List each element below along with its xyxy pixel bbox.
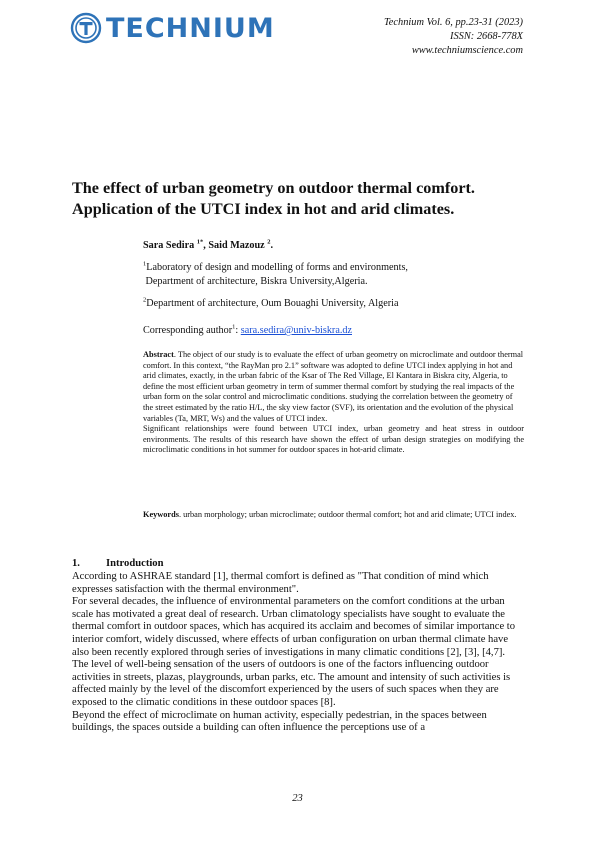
- journal-website[interactable]: www.techniumscience.com: [411, 45, 523, 56]
- affiliation-text: Laboratory of design and modelling of forms and environments,: [146, 262, 408, 273]
- abstract-label: Abstract: [143, 350, 174, 359]
- technium-logo-icon: [70, 12, 102, 44]
- abstract-paragraph: [143, 350, 524, 424]
- section-body: [72, 571, 524, 735]
- affiliation-text: Department of architecture, Oum Bouaghi University, Algeria: [146, 298, 399, 309]
- author-affiliation-mark: 2: [267, 238, 271, 246]
- author-affiliation-mark: 1*: [196, 238, 204, 246]
- corresponding-author: [143, 325, 352, 336]
- corresponding-email-link[interactable]: sara.sedira@univ-biskra.dz: [240, 325, 352, 336]
- affiliation-1: [143, 261, 408, 289]
- section-title: Introduction: [106, 558, 164, 569]
- affiliation-mark: 1: [143, 260, 147, 268]
- affiliation-2: [143, 297, 399, 311]
- corresponding-mark: 1: [232, 323, 236, 331]
- affiliation-text: Department of architecture, Biskra University,Algeria.: [145, 276, 368, 287]
- author-separator: ,: [203, 240, 209, 251]
- corresponding-colon: :: [235, 325, 241, 336]
- title-line-1: The effect of urban geometry on outdoor thermal comfort.: [72, 179, 475, 197]
- journal-volume-line: Technium Vol. 6, pp.23-31 (2023): [383, 17, 523, 28]
- keywords-label: Keywords: [143, 510, 179, 519]
- logo-wordmark: TECHNIUM: [106, 12, 275, 44]
- author-list-end: .: [270, 240, 274, 251]
- paper-title: [72, 178, 532, 220]
- keywords-block: [143, 510, 524, 521]
- author-name: Said Mazouz: [208, 240, 265, 251]
- author-name: Sara Sedira: [143, 240, 195, 251]
- journal-issn: ISSN: 2668-778X: [449, 31, 523, 42]
- abstract-paragraph: Significant relationships were found between UTCI index, urban geometry and heat stress in outdoor environments. The results of this research have shown the effect of urban design strategies on modifying the microclimatic conditions in hot summer for outdoor spaces in hot-arid climate.: [143, 424, 524, 455]
- abstract-block: [143, 350, 524, 456]
- body-paragraph: The level of well-being sensation of the users of outdoors is one of the factors influencing outdoor activities in streets, plazas, playgrounds, urban parks, etc. The amount and intensity of such activities is affected mainly by the level of the discomfort experienced by the users of such spaces when they are exposed to the climatic conditions in these outdoor spaces [8].: [72, 659, 511, 708]
- corresponding-label: Corresponding author: [143, 325, 233, 336]
- author-list: [143, 240, 273, 251]
- body-paragraph: According to ASHRAE standard [1], thermal comfort is defined as "That condition of mind which expresses satisfaction with the thermal environment".: [72, 571, 489, 595]
- keywords-text: . urban morphology; urban microclimate; outdoor thermal comfort; hot and arid climate; UTCI index.: [178, 510, 517, 519]
- body-paragraph: Beyond the effect of microclimate on human activity, especially pedestrian, in the spaces between buildings, the spaces outside a building can often influence the perceptions use of a: [72, 709, 487, 734]
- journal-info: [384, 16, 523, 58]
- abstract-text: . The object of our study is to evaluate the effect of urban geometry on microclimate and outdoor thermal comfort. In this context, “the RayMan pro 2.1” software was adopted to define UTCI index applying in hot and arid climates, exactly, in the urban fabric of the Ksar of The Red Village, El Kantara in Biskra city, Algeria, to define the most efficient urban geometry in term of summer thermal comfort by studying the real impacts of the urban form on the solar control and microclimatic conditions. studying the correlation between the geometry of the street estimated by the ratio H/L, the sky view factor (SVF), its orientation and the evolution of the physical variables (Ta, MRT, Ws) and the values of UTCI index.: [143, 350, 524, 423]
- section-number: 1.: [72, 558, 80, 569]
- section-heading: [72, 558, 164, 569]
- body-paragraph: For several decades, the influence of environmental parameters on the comfort conditions at the urban scale has motivated a great deal of research. Urban climatology specialists have sought to evaluate the thermal comfort in outdoor spaces, which has acquired its acclaim and becomes of similar importance to interior comfort, widely discussed, where effects of urban configuration on urban thermal climate have also been recently explored through series of investigations in many climatic conditions [2], [3], [4,7].: [72, 596, 516, 658]
- affiliation-mark: 2: [143, 296, 147, 304]
- title-line-2: Application of the UTCI index in hot and arid climates.: [72, 200, 455, 218]
- journal-logo: [70, 11, 275, 45]
- page-number: 23: [292, 793, 303, 804]
